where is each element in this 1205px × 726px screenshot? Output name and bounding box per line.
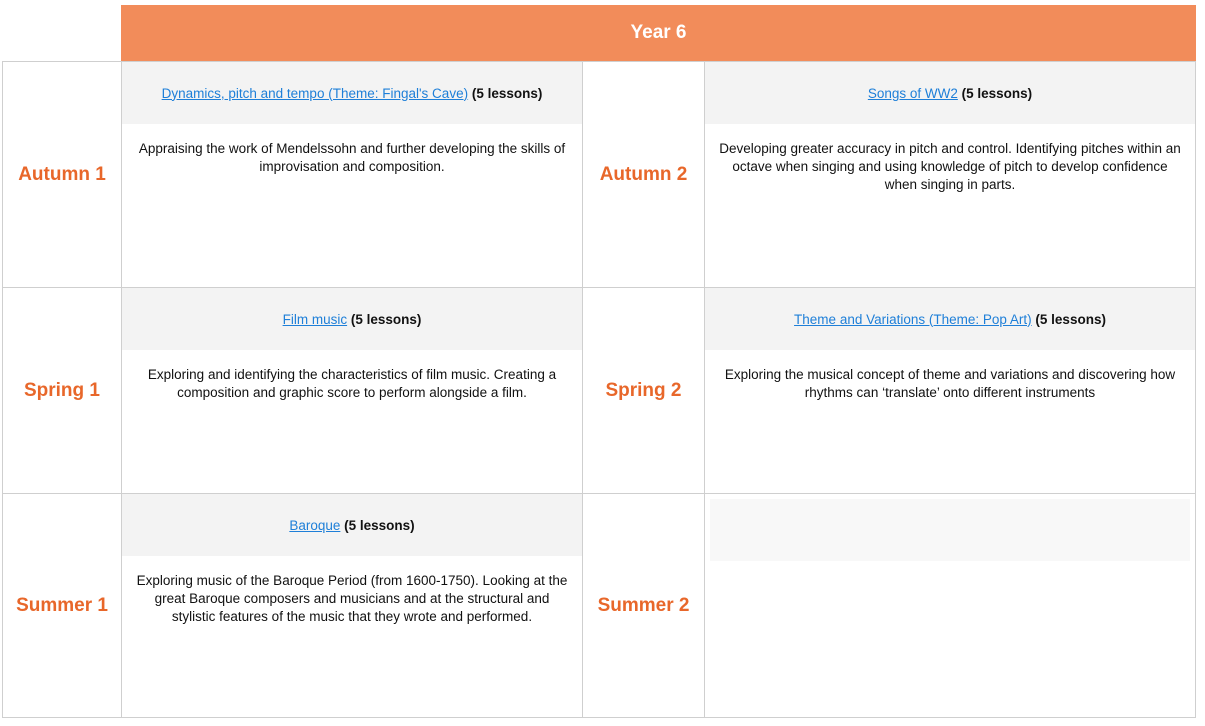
term-summer-2 <box>583 494 704 717</box>
unit-cell-spring-1 <box>121 288 583 493</box>
unit-cell-autumn-1 <box>121 62 583 287</box>
unit-description: Exploring and identifying the characteristics of film music. Creating a composition and graphic score to perform alongside a film. <box>147 367 557 400</box>
term-autumn-1 <box>3 62 121 287</box>
unit-title-row <box>122 62 582 124</box>
term-label: Autumn 1 <box>18 163 106 185</box>
unit-cell-autumn-2 <box>704 62 1195 287</box>
curriculum-grid <box>2 61 1196 718</box>
unit-cell-spring-2 <box>704 288 1195 493</box>
unit-title-row <box>122 288 582 350</box>
lesson-count: (5 lessons) <box>471 85 543 101</box>
term-spring-1 <box>3 288 121 493</box>
term-label: Autumn 2 <box>599 163 688 185</box>
unit-title-row <box>705 62 1195 124</box>
term-spring-2 <box>583 288 704 493</box>
lesson-count: (5 lessons) <box>350 311 422 327</box>
unit-description: Exploring music of the Baroque Period (from 1600-1750). Looking at the great Baroque composers and musicians and at the structural and stylistic features of the music that they wrote and performed. <box>136 573 568 624</box>
unit-title-row <box>705 288 1195 350</box>
term-label: Summer 1 <box>16 594 108 616</box>
unit-cell-summer-1 <box>121 494 583 717</box>
term-summer-1 <box>3 494 121 717</box>
unit-link[interactable]: Baroque <box>289 517 341 533</box>
unit-link[interactable]: Dynamics, pitch and tempo (Theme: Fingal's Cave) <box>161 85 469 101</box>
unit-description: Developing greater accuracy in pitch and control. Identifying pitches within an octave when singing and using knowledge of pitch to develop confidence when singing in parts. <box>719 141 1181 192</box>
empty-unit-title-row <box>710 499 1190 561</box>
lesson-count: (5 lessons) <box>961 85 1033 101</box>
year-header <box>121 5 1196 61</box>
unit-title-row <box>122 494 582 556</box>
unit-link[interactable]: Theme and Variations (Theme: Pop Art) <box>794 311 1032 327</box>
unit-description: Exploring the musical concept of theme and variations and discovering how rhythms can ‘translate’ onto different instruments <box>724 367 1176 400</box>
lesson-count: (5 lessons) <box>1035 311 1106 327</box>
year-title: Year 6 <box>630 22 687 43</box>
unit-description: Appraising the work of Mendelssohn and further developing the skills of improvisation and composition. <box>138 141 566 174</box>
lesson-count: (5 lessons) <box>344 517 415 533</box>
unit-cell-summer-2-empty <box>704 494 1195 717</box>
term-autumn-2 <box>583 62 704 287</box>
term-label: Spring 1 <box>23 379 100 401</box>
unit-link[interactable]: Film music <box>282 311 348 327</box>
term-label: Summer 2 <box>597 594 690 616</box>
term-label: Spring 2 <box>605 379 682 401</box>
unit-link[interactable]: Songs of WW2 <box>867 85 958 101</box>
